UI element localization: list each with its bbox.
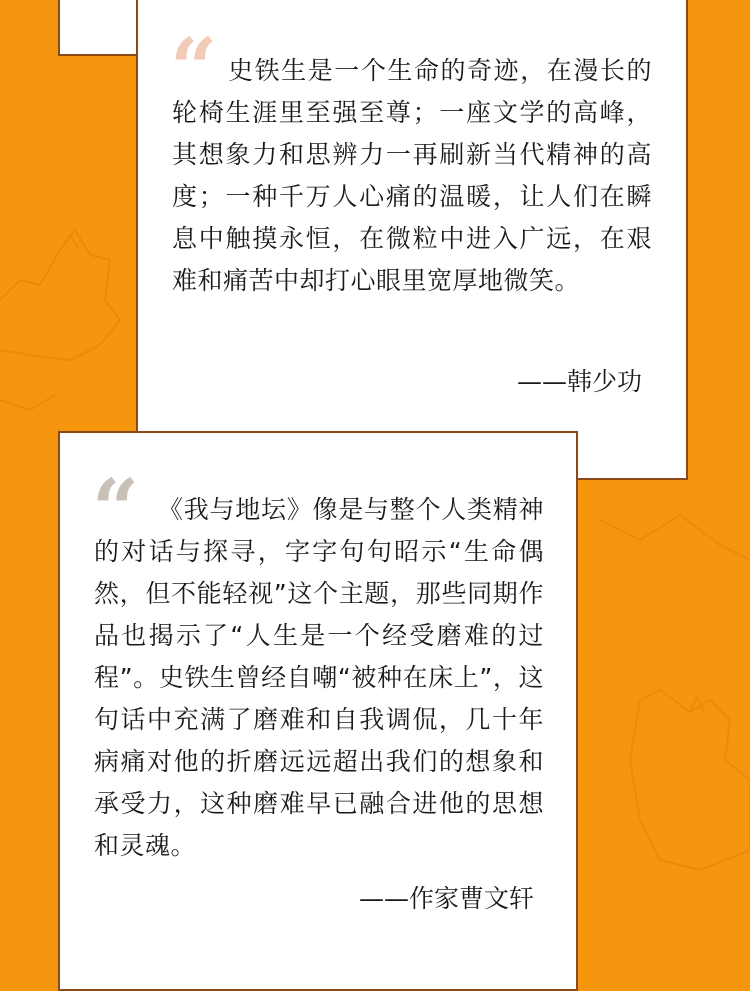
quote-card-1: [136, 0, 688, 480]
decorative-frame: [58, 0, 138, 56]
quote-card-2: [58, 431, 578, 991]
quote-text: 史铁生是一个生命的奇迹，在漫长的轮椅生涯里至强至尊；一座文学的高峰，其想象力和思辨力一再刷新当代精神的高度；一种千万人心痛的温暖，让人们在瞬息中触摸永恒，在微粒中进入广远，在艰难和痛苦中却打心眼里宽厚地微笑。: [172, 56, 652, 295]
quote-attribution: ——作家曹文轩: [358, 884, 534, 913]
quote-text: 《我与地坛》像是与整个人类精神的对话与探寻，字字句句昭示“生命偶然，但不能轻视”这个主题，那些同期作品也揭示了“人生是一个经受磨难的过程”。史铁生曾经自嘲“被种在床上”，这句话中充满了磨难和自我调侃，几十年病痛对他的折磨远远超出我们的想象和承受力，这种磨难早已融合进他的思想和灵魂。: [94, 495, 544, 860]
quote-attribution: ——韩少功: [516, 367, 642, 396]
quote-mark-icon: “: [170, 21, 218, 117]
quote-mark-icon: “: [92, 462, 140, 558]
